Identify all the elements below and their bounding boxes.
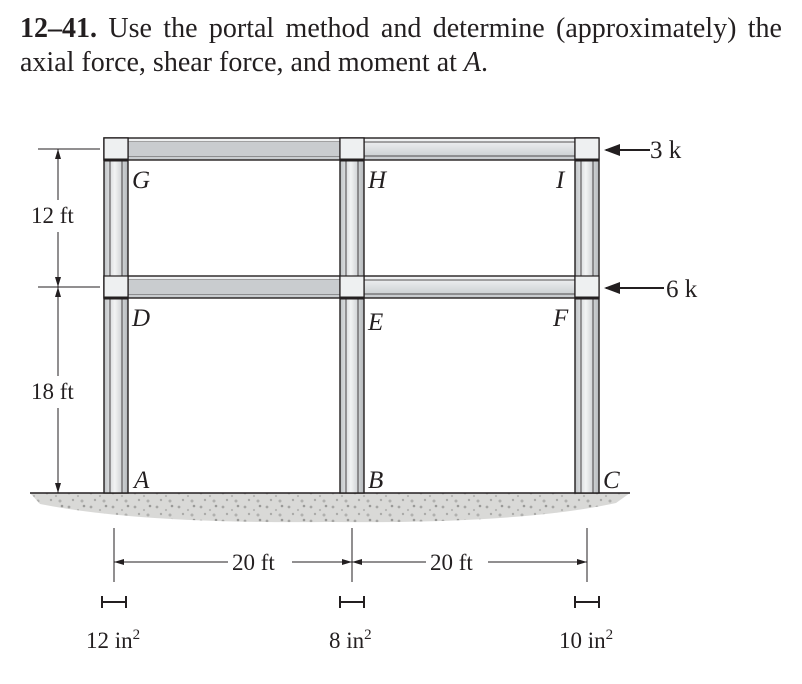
joint-label-e: E xyxy=(368,309,384,336)
joint-label-d: D xyxy=(132,305,151,332)
left-column xyxy=(104,138,128,493)
span-label-left: 20 ft xyxy=(232,550,275,575)
middle-column xyxy=(340,138,364,493)
right-column xyxy=(575,138,599,493)
joint-label-h: H xyxy=(368,167,387,194)
span-dimension xyxy=(114,528,587,582)
problem-text: Use the portal method and determine (approximately) the axial force, shear force, and moment at xyxy=(20,13,782,78)
i-section-icon-middle xyxy=(340,596,364,608)
load-arrow-middle xyxy=(604,282,664,294)
problem-point: A xyxy=(463,47,482,78)
height-label-lower: 18 ft xyxy=(31,379,74,404)
ground xyxy=(30,493,630,522)
area-label-middle: 8 $in^2$ xyxy=(329,627,372,653)
load-arrow-top xyxy=(604,144,650,156)
problem-text-end: . xyxy=(481,47,489,78)
joint-label-i: I xyxy=(556,167,565,194)
problem-number: 12–41. xyxy=(20,13,97,44)
span-label-right: 20 ft xyxy=(430,550,473,575)
load-label-top: 3 k xyxy=(650,137,682,164)
joint-label-f: F xyxy=(553,305,569,332)
joint-label-a: A xyxy=(134,467,150,494)
i-section-icon-left xyxy=(102,596,126,608)
load-label-middle: 6 k xyxy=(666,276,698,303)
area-label-right: 10 $in^2$ xyxy=(559,627,614,653)
height-dimension xyxy=(38,149,100,493)
joint-label-g: G xyxy=(132,167,151,194)
area-label-left: 12 $in^2$ xyxy=(86,627,141,653)
joint-label-b: B xyxy=(368,467,384,494)
height-label-upper: 12 ft xyxy=(31,203,74,228)
i-section-icon-right xyxy=(575,596,599,608)
joint-label-c: C xyxy=(603,467,620,494)
